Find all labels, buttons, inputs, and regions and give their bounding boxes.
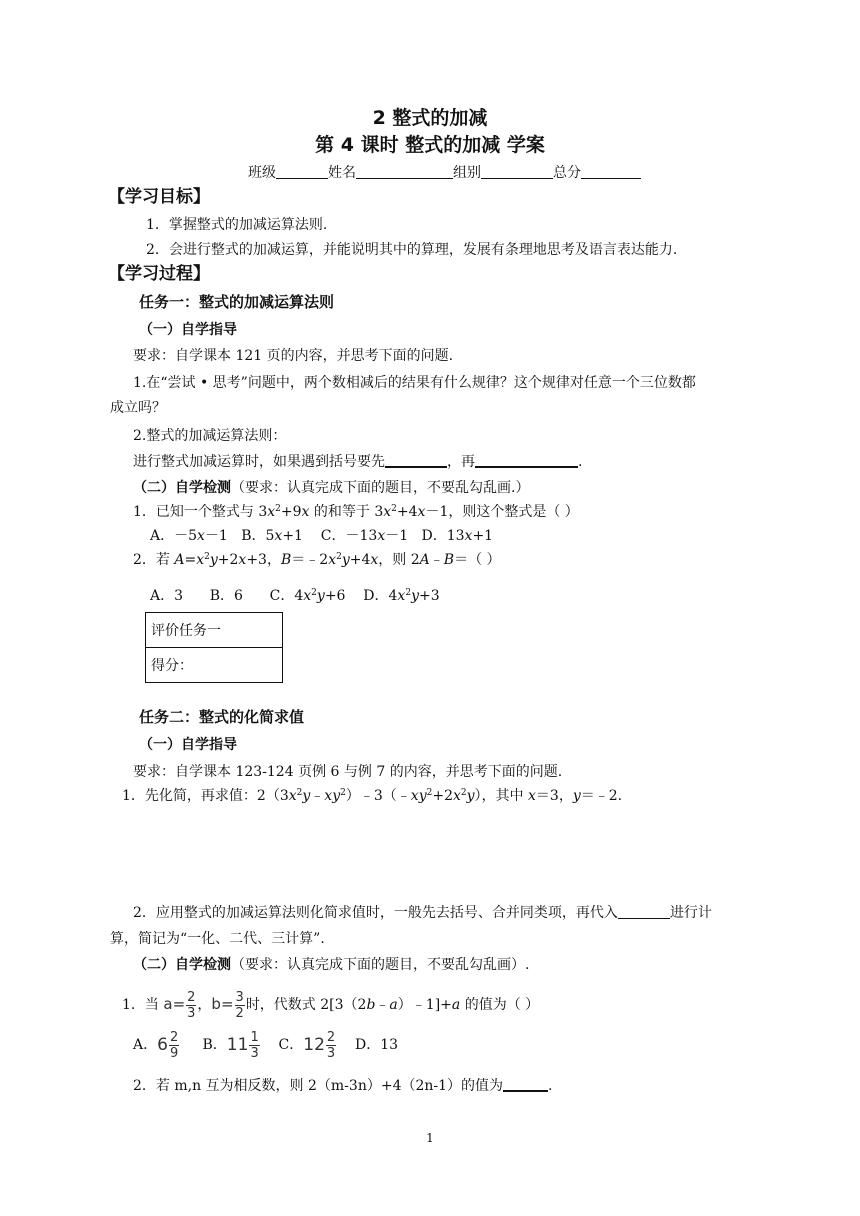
option-b[interactable]: B．6 — [209, 588, 243, 604]
var-B: B — [443, 552, 455, 568]
p2-text: ，则 2 — [378, 552, 420, 568]
option-a[interactable]: A．3 — [150, 588, 184, 604]
q1-text: ）﹣3（﹣ — [345, 788, 411, 804]
exp-2: 2 — [296, 788, 303, 798]
var-y: y — [572, 788, 581, 804]
var-x: x — [303, 588, 312, 604]
var-x: x — [383, 504, 392, 520]
var-x: x — [196, 552, 205, 568]
task1-title: 任务一：整式的加减运算法则 — [139, 293, 335, 311]
var-x: x — [274, 528, 283, 544]
evaluation-label: 评价任务一 — [146, 613, 283, 648]
option-c[interactable] — [270, 588, 346, 604]
p2-text: ＝（ ） — [454, 552, 501, 568]
denominator: 2 — [235, 1005, 244, 1021]
objective-1: 1．掌握整式的加减运算法则. — [146, 217, 328, 233]
var-a: a — [451, 997, 461, 1013]
rule-blank-1[interactable] — [385, 452, 447, 468]
denominator: 9 — [169, 1045, 179, 1061]
var-x: x — [397, 588, 406, 604]
p1-text: +4 — [396, 504, 418, 520]
rule-blank-2[interactable] — [475, 452, 578, 468]
class-blank[interactable] — [276, 164, 328, 179]
var-A: A — [174, 552, 185, 568]
mixed-whole: 6 — [157, 1035, 168, 1055]
var-x: x — [417, 504, 426, 520]
answer-blank[interactable] — [503, 1076, 548, 1092]
task1-q2-title: 2.整式的加减运算法则： — [133, 428, 287, 444]
name-label: 姓名 — [328, 165, 356, 181]
exp-2: 2 — [336, 552, 342, 562]
task2-problem-1-options — [133, 1028, 398, 1062]
p1-text: ， — [197, 997, 212, 1013]
var-y: y — [418, 788, 427, 804]
rule-text-c: . — [578, 454, 583, 470]
process-heading: 【学习过程】 — [108, 264, 210, 284]
p2-text: 2．若 m,n 互为相反数，则 2（m-3n）+4（2n-1）的值为 — [133, 1078, 504, 1094]
evaluation-score-cell[interactable]: 得分： — [146, 648, 283, 683]
option-a[interactable] — [133, 1029, 180, 1061]
title-line-2: 第 4 课时 整式的加减 学案 — [315, 134, 545, 156]
option-d[interactable]: D．13 — [354, 1037, 399, 1053]
var-b: b — [366, 997, 376, 1013]
denominator: 3 — [187, 1005, 196, 1021]
var-x: x — [301, 504, 310, 520]
mixed-whole: 11 — [226, 1035, 249, 1055]
p1-text: ）﹣1]+ — [397, 997, 452, 1013]
var-y: y — [341, 552, 350, 568]
option-d[interactable] — [422, 528, 494, 544]
task2-q2-line1 — [133, 903, 712, 923]
task1-q1-line1: 1.在“尝试 • 思考”问题中，两个数相减后的结果有什么规律？这个规律对任意一个三位数都 — [133, 375, 696, 391]
q1-text: ），其中 — [474, 788, 528, 804]
task1-guide-title: （一）自学指导 — [139, 322, 237, 338]
var-y: y — [302, 788, 311, 804]
class-label: 班级 — [248, 165, 276, 181]
task2-requirement: 要求：自学课本 123-124 页例 6 与例 7 的内容，并思考下面的问题. — [133, 764, 563, 780]
task1-check-title: （二）自学检测 — [133, 480, 231, 496]
var-y: y — [466, 788, 475, 804]
equals-sign: = — [172, 995, 186, 1013]
var-x: x — [288, 788, 297, 804]
exp-2: 2 — [460, 788, 467, 798]
option-d[interactable] — [363, 588, 439, 604]
exp-2: 2 — [311, 588, 317, 598]
title-line-1: 2 整式的加减 — [372, 107, 488, 129]
substitute-blank[interactable] — [618, 904, 670, 919]
fraction — [186, 991, 196, 1020]
task2-check-line — [133, 955, 529, 975]
option-d-text: D．13 — [421, 528, 465, 544]
p2-text: . — [548, 1078, 553, 1094]
task2-check-title: （二）自学检测 — [133, 957, 231, 973]
option-d-text: +1 — [472, 528, 494, 544]
p1-text: 时，代数式 2[3（2 — [245, 997, 367, 1013]
name-blank[interactable] — [356, 164, 453, 179]
option-a-label: A． — [133, 1037, 158, 1053]
task1-evaluation-table — [145, 612, 283, 683]
p2-text: 2．若 — [133, 552, 175, 568]
p1-text: 的和等于 3 — [309, 504, 384, 520]
q2-text: 进行计 — [669, 905, 712, 921]
p1-text: 1．当 — [122, 997, 164, 1013]
student-info-line — [248, 163, 641, 183]
exp-2: 2 — [275, 504, 281, 514]
task2-check-req: （要求：认真完成下面的题目，不要乱勾乱画）. — [231, 957, 530, 973]
task1-requirement: 要求：自学课本 121 页的内容，并思考下面的问题. — [133, 348, 454, 364]
var-b: b — [211, 995, 221, 1013]
task1-problem-1 — [133, 502, 579, 522]
group-label: 组别 — [453, 165, 481, 181]
p2-text: = — [184, 552, 197, 568]
p2-text: ＝﹣2 — [291, 552, 329, 568]
denominator: 3 — [326, 1045, 336, 1061]
page-number: 1 — [426, 1131, 434, 1145]
var-x: x — [410, 788, 419, 804]
task1-q1-line2: 成立吗？ — [110, 400, 166, 416]
fraction — [169, 1031, 179, 1060]
rule-text-b: ，再 — [447, 454, 475, 470]
var-B: B — [280, 552, 292, 568]
p2-text: +2 — [217, 552, 239, 568]
var-x: x — [528, 788, 536, 804]
p1-text: －1，则这个整式是（ ） — [425, 504, 579, 520]
var-x: x — [324, 788, 333, 804]
task1-problem-2-options — [150, 586, 440, 606]
var-x: x — [267, 504, 276, 520]
p1-text: ﹣ — [375, 997, 390, 1013]
option-b[interactable] — [241, 528, 303, 544]
option-d-text: D．4 — [363, 588, 398, 604]
option-b-label: B． — [202, 1037, 227, 1053]
option-b-text: +1 — [282, 528, 303, 544]
rule-text-a: 进行整式加减运算时，如果遇到括号要先 — [133, 454, 385, 470]
var-y: y — [316, 588, 325, 604]
var-y: y — [332, 788, 341, 804]
option-c-text: +6 — [324, 588, 346, 604]
task1-check-line — [133, 478, 529, 498]
task1-check-req: （要求：认真完成下面的题目，不要乱勾乱画.） — [231, 480, 530, 496]
var-a: a — [163, 995, 173, 1013]
numerator: 2 — [169, 1029, 179, 1045]
var-x: x — [238, 552, 247, 568]
option-a-text: －1 — [204, 528, 228, 544]
task2-problem-2 — [133, 1076, 553, 1096]
denominator: 3 — [250, 1045, 259, 1061]
exp-2: 2 — [340, 788, 346, 798]
task1-problem-2 — [133, 550, 501, 570]
option-c-text: －1 — [385, 528, 409, 544]
option-c[interactable] — [321, 528, 408, 544]
p2-text: +4 — [349, 552, 371, 568]
q1-text: ﹣ — [310, 788, 325, 804]
option-b[interactable] — [202, 1029, 261, 1061]
score-blank[interactable] — [581, 164, 641, 179]
option-c-label: C． — [278, 1037, 304, 1053]
exp-2: 2 — [391, 504, 397, 514]
task2-guide-title: （一）自学指导 — [139, 737, 237, 753]
option-c-text: C．4 — [269, 588, 304, 604]
task2-title: 任务二：整式的化简求值 — [139, 708, 305, 726]
option-c[interactable] — [278, 1029, 338, 1061]
q1-text: ＝﹣2. — [580, 788, 623, 804]
var-a: a — [389, 997, 398, 1013]
option-a[interactable] — [150, 528, 228, 544]
p1-text: 的值为（ ） — [460, 997, 540, 1013]
score-label: 总分 — [553, 165, 581, 181]
var-x: x — [464, 528, 473, 544]
numerator: 2 — [187, 989, 196, 1005]
var-x: x — [197, 528, 205, 544]
numerator: 2 — [326, 1029, 336, 1045]
q1-text: ＝3， — [535, 788, 573, 804]
q1-text: +2 — [432, 788, 453, 804]
task1-q2-rule — [133, 452, 582, 472]
option-c-text: C．－13 — [320, 528, 378, 544]
equals-sign: = — [220, 995, 234, 1013]
group-blank[interactable] — [481, 164, 553, 179]
fraction — [326, 1031, 336, 1060]
task2-q2-line2: 算，简记为“一化、二代、三计算”. — [110, 931, 325, 947]
p2-text: +3， — [246, 552, 281, 568]
numerator: 1 — [250, 1029, 259, 1045]
option-b-text: B．5 — [241, 528, 275, 544]
objectives-heading: 【学习目标】 — [108, 187, 210, 207]
p1-text: +9 — [280, 504, 302, 520]
var-x: x — [328, 552, 337, 568]
var-x: x — [370, 552, 379, 568]
option-d-text: +3 — [418, 588, 440, 604]
fraction — [249, 1031, 259, 1060]
var-x: x — [452, 788, 461, 804]
task2-q1 — [122, 786, 622, 806]
option-a-text: A．－5 — [150, 528, 198, 544]
exp-2: 2 — [405, 588, 412, 598]
var-A: A — [419, 552, 430, 568]
exp-2: 2 — [426, 788, 433, 798]
exp-2: 2 — [204, 552, 210, 562]
task1-problem-1-options — [150, 526, 493, 546]
numerator: 3 — [235, 989, 244, 1005]
task2-problem-1 — [122, 988, 539, 1021]
p1-text: 1．已知一个整式与 3 — [133, 504, 268, 520]
fraction — [235, 991, 245, 1020]
var-y: y — [209, 552, 218, 568]
q1-text: 1．先化简，再求值：2（3 — [122, 788, 289, 804]
var-y: y — [411, 588, 419, 604]
mixed-whole: 12 — [303, 1035, 325, 1055]
var-x: x — [377, 528, 386, 544]
p2-text: ﹣ — [429, 552, 444, 568]
objective-2: 2．会进行整式的加减运算，并能说明其中的算理，发展有条理地思考及语言表达能力. — [146, 242, 678, 258]
q2-text: 2．应用整式的加减运算法则化简求值时，一般先去括号、合并同类项，再代入 — [133, 905, 618, 921]
